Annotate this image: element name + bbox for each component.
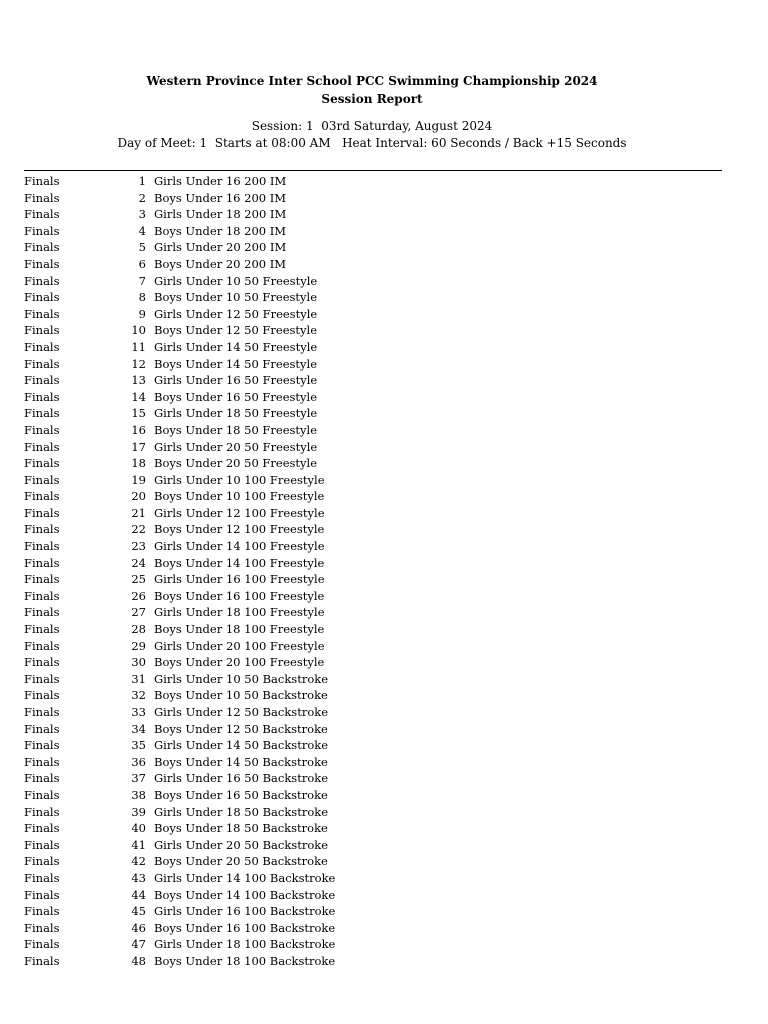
- event-row: [24, 505, 724, 522]
- event-row: [24, 455, 724, 472]
- event-round: Finals: [24, 588, 60, 603]
- event-row: [24, 604, 724, 621]
- event-row: [24, 339, 724, 356]
- event-round: Finals: [24, 837, 60, 852]
- event-number: 48: [131, 953, 146, 968]
- event-name: Girls Under 20 50 Freestyle: [154, 439, 318, 454]
- event-row: [24, 322, 724, 339]
- event-row: [24, 488, 724, 505]
- event-round: Finals: [24, 256, 60, 271]
- event-number: 1: [138, 174, 146, 188]
- event-round: Finals: [24, 522, 60, 537]
- event-row: [24, 190, 724, 207]
- event-round: Finals: [24, 555, 60, 570]
- event-name: Boys Under 14 100 Backstroke: [154, 887, 336, 902]
- event-name: Girls Under 16 100 Backstroke: [154, 904, 336, 919]
- event-row: [24, 804, 724, 821]
- event-round: Finals: [24, 406, 60, 421]
- event-round: Finals: [24, 920, 60, 935]
- event-round: Finals: [24, 422, 60, 437]
- event-row: [24, 521, 724, 538]
- event-round: Finals: [24, 721, 60, 736]
- event-round: Finals: [24, 373, 60, 388]
- event-name: Girls Under 16 50 Freestyle: [154, 373, 318, 388]
- event-round: Finals: [24, 638, 60, 653]
- event-name: Girls Under 10 50 Freestyle: [154, 273, 318, 288]
- event-round: Finals: [24, 456, 60, 471]
- event-number: 30: [131, 655, 146, 670]
- event-row: [24, 654, 724, 671]
- event-number: 38: [131, 787, 146, 802]
- event-round: Finals: [24, 439, 60, 454]
- event-round: Finals: [24, 190, 60, 205]
- event-number: 27: [131, 605, 146, 620]
- event-round: Finals: [24, 937, 60, 952]
- event-name: Girls Under 14 50 Freestyle: [154, 339, 318, 354]
- event-name: Girls Under 12 100 Freestyle: [154, 505, 325, 520]
- event-round: Finals: [24, 539, 60, 554]
- event-name: Boys Under 12 50 Backstroke: [154, 721, 328, 736]
- event-round: Finals: [24, 223, 60, 238]
- event-row: [24, 903, 724, 920]
- event-name: Boys Under 14 50 Backstroke: [154, 754, 328, 769]
- event-row: [24, 638, 724, 655]
- event-round: Finals: [24, 904, 60, 919]
- event-round: Finals: [24, 240, 60, 255]
- event-row: [24, 953, 724, 970]
- event-row: [24, 588, 724, 605]
- event-round: Finals: [24, 273, 60, 288]
- event-row: [24, 422, 724, 439]
- event-name: Boys Under 18 200 IM: [154, 223, 287, 238]
- event-name: Boys Under 18 50 Backstroke: [154, 821, 328, 836]
- event-name: Boys Under 12 100 Freestyle: [154, 522, 325, 537]
- event-name: Girls Under 12 50 Freestyle: [154, 306, 318, 321]
- event-name: Girls Under 18 100 Backstroke: [154, 937, 336, 952]
- event-row: [24, 472, 724, 489]
- event-number: 13: [131, 373, 146, 388]
- event-round: Finals: [24, 505, 60, 520]
- event-round: Finals: [24, 174, 60, 188]
- event-name: Boys Under 10 100 Freestyle: [154, 489, 325, 504]
- event-row: [24, 306, 724, 323]
- event-number: 5: [138, 240, 146, 255]
- event-number: 25: [131, 572, 146, 587]
- event-row: [24, 389, 724, 406]
- event-name: Girls Under 12 50 Backstroke: [154, 705, 329, 719]
- event-number: 20: [131, 489, 146, 504]
- event-row: [24, 439, 724, 456]
- report-subtitle: Session Report: [321, 92, 423, 106]
- event-round: Finals: [24, 953, 60, 968]
- event-round: Finals: [24, 655, 60, 670]
- event-round: Finals: [24, 671, 60, 686]
- event-number: 46: [131, 920, 146, 935]
- event-number: 18: [131, 456, 146, 471]
- event-row: [24, 356, 724, 373]
- event-row: [24, 239, 724, 256]
- event-name: Girls Under 16 200 IM: [154, 174, 287, 188]
- event-round: Finals: [24, 472, 60, 487]
- event-round: Finals: [24, 572, 60, 587]
- event-round: Finals: [24, 290, 60, 305]
- event-name: Boys Under 16 50 Freestyle: [154, 389, 318, 404]
- event-round: Finals: [24, 887, 60, 902]
- event-number: 21: [131, 505, 146, 520]
- event-number: 3: [138, 207, 146, 222]
- event-name: Boys Under 16 100 Backstroke: [154, 920, 336, 935]
- event-number: 11: [131, 339, 146, 354]
- event-round: Finals: [24, 705, 60, 719]
- event-number: 47: [131, 937, 146, 952]
- event-name: Boys Under 12 50 Freestyle: [154, 323, 318, 338]
- event-round: Finals: [24, 489, 60, 504]
- event-row: [24, 770, 724, 787]
- event-number: 31: [131, 671, 146, 686]
- event-number: 8: [138, 290, 146, 305]
- event-row: [24, 273, 724, 290]
- event-row: [24, 555, 724, 572]
- event-round: Finals: [24, 821, 60, 836]
- event-row: [24, 256, 724, 273]
- event-number: 41: [131, 837, 146, 852]
- event-row: [24, 405, 724, 422]
- event-row: [24, 704, 724, 721]
- session-line: Session: 1 03rd Saturday, August 2024: [251, 119, 493, 133]
- event-number: 42: [131, 854, 146, 869]
- event-name: Boys Under 18 50 Freestyle: [154, 422, 318, 437]
- event-name: Boys Under 20 200 IM: [154, 256, 287, 271]
- event-number: 6: [138, 256, 146, 271]
- event-list: [24, 173, 724, 970]
- event-row: [24, 870, 724, 887]
- event-number: 35: [131, 738, 146, 753]
- event-row: [24, 621, 724, 638]
- event-round: Finals: [24, 854, 60, 869]
- header-divider: [24, 170, 722, 171]
- event-number: 45: [131, 904, 146, 919]
- event-row: [24, 936, 724, 953]
- event-number: 43: [131, 870, 146, 885]
- event-round: Finals: [24, 605, 60, 620]
- event-name: Girls Under 16 100 Freestyle: [154, 572, 325, 587]
- event-number: 16: [131, 422, 146, 437]
- event-row: [24, 671, 724, 688]
- event-number: 9: [138, 306, 146, 321]
- event-name: Girls Under 10 100 Freestyle: [154, 472, 325, 487]
- event-number: 39: [131, 804, 146, 819]
- event-round: Finals: [24, 870, 60, 885]
- event-row: [24, 173, 724, 190]
- event-number: 33: [131, 705, 146, 719]
- event-number: 22: [131, 522, 146, 537]
- event-name: Girls Under 18 100 Freestyle: [154, 605, 325, 620]
- event-row: [24, 687, 724, 704]
- event-number: 26: [131, 588, 146, 603]
- event-number: 34: [131, 721, 146, 736]
- event-name: Boys Under 14 100 Freestyle: [154, 555, 325, 570]
- event-round: Finals: [24, 356, 60, 371]
- event-name: Boys Under 16 200 IM: [154, 190, 287, 205]
- report-title: Western Province Inter School PCC Swimming Championship 2024: [146, 74, 598, 88]
- event-round: Finals: [24, 207, 60, 222]
- event-round: Finals: [24, 389, 60, 404]
- event-number: 37: [131, 771, 146, 786]
- event-row: [24, 820, 724, 837]
- event-row: [24, 837, 724, 854]
- report-header: [0, 72, 744, 152]
- event-row: [24, 372, 724, 389]
- event-name: Boys Under 10 50 Backstroke: [154, 688, 328, 703]
- event-row: [24, 206, 724, 223]
- event-name: Girls Under 10 50 Backstroke: [154, 671, 329, 686]
- event-number: 12: [131, 356, 146, 371]
- event-row: [24, 920, 724, 937]
- event-row: [24, 737, 724, 754]
- event-round: Finals: [24, 688, 60, 703]
- event-number: 19: [131, 472, 146, 487]
- event-row: [24, 754, 724, 771]
- event-row: [24, 721, 724, 738]
- event-round: Finals: [24, 339, 60, 354]
- event-name: Boys Under 20 50 Freestyle: [154, 456, 318, 471]
- event-name: Girls Under 16 50 Backstroke: [154, 771, 329, 786]
- event-number: 17: [131, 439, 146, 454]
- event-row: [24, 853, 724, 870]
- event-round: Finals: [24, 787, 60, 802]
- event-row: [24, 223, 724, 240]
- event-name: Boys Under 16 100 Freestyle: [154, 588, 325, 603]
- event-name: Boys Under 18 100 Freestyle: [154, 622, 325, 637]
- event-row: [24, 787, 724, 804]
- event-name: Girls Under 18 50 Backstroke: [154, 804, 329, 819]
- event-name: Girls Under 14 50 Backstroke: [154, 738, 329, 753]
- event-round: Finals: [24, 306, 60, 321]
- event-name: Boys Under 10 50 Freestyle: [154, 290, 318, 305]
- event-number: 44: [131, 887, 146, 902]
- event-name: Girls Under 18 200 IM: [154, 207, 287, 222]
- meet-line: Day of Meet: 1 Starts at 08:00 AM Heat Interval: 60 Seconds / Back +15 Seconds: [117, 136, 627, 150]
- event-name: Girls Under 18 50 Freestyle: [154, 406, 318, 421]
- event-number: 28: [131, 622, 146, 637]
- event-name: Boys Under 20 50 Backstroke: [154, 854, 328, 869]
- event-name: Boys Under 16 50 Backstroke: [154, 787, 328, 802]
- event-number: 32: [131, 688, 146, 703]
- event-name: Girls Under 14 100 Freestyle: [154, 539, 325, 554]
- event-number: 23: [131, 539, 146, 554]
- event-round: Finals: [24, 804, 60, 819]
- event-number: 40: [131, 821, 146, 836]
- event-row: [24, 571, 724, 588]
- event-row: [24, 289, 724, 306]
- event-number: 2: [138, 190, 146, 205]
- event-number: 15: [131, 406, 146, 421]
- event-round: Finals: [24, 738, 60, 753]
- event-row: [24, 538, 724, 555]
- event-name: Boys Under 18 100 Backstroke: [154, 953, 336, 968]
- event-number: 7: [138, 273, 146, 288]
- event-name: Girls Under 20 200 IM: [154, 240, 287, 255]
- event-round: Finals: [24, 323, 60, 338]
- event-number: 14: [131, 389, 146, 404]
- event-number: 4: [138, 223, 146, 238]
- event-number: 24: [131, 555, 146, 570]
- event-name: Girls Under 20 100 Freestyle: [154, 638, 325, 653]
- event-name: Girls Under 14 100 Backstroke: [154, 870, 336, 885]
- event-round: Finals: [24, 771, 60, 786]
- event-number: 29: [131, 638, 146, 653]
- event-round: Finals: [24, 622, 60, 637]
- event-row: [24, 887, 724, 904]
- event-round: Finals: [24, 754, 60, 769]
- event-number: 36: [131, 754, 146, 769]
- event-name: Boys Under 20 100 Freestyle: [154, 655, 325, 670]
- event-number: 10: [131, 323, 146, 338]
- event-name: Boys Under 14 50 Freestyle: [154, 356, 318, 371]
- event-name: Girls Under 20 50 Backstroke: [154, 837, 329, 852]
